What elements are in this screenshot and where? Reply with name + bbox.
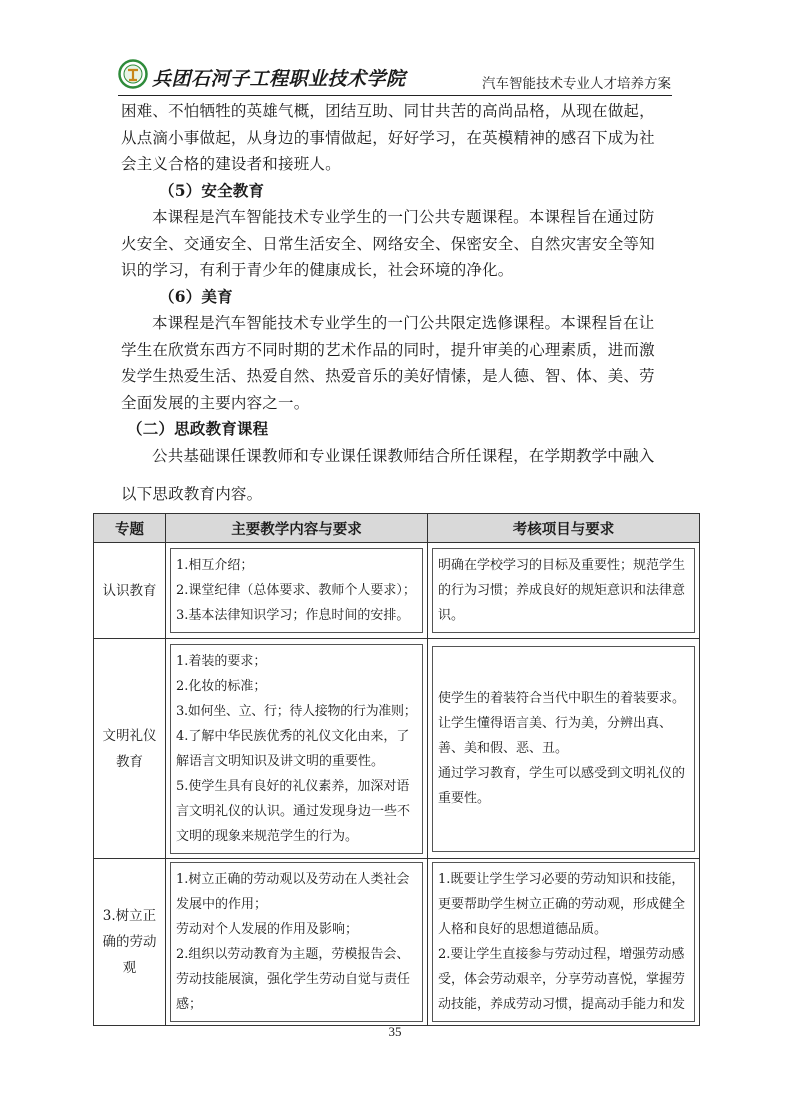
paragraph-line: 公共基础课任课教师和专业课任课教师结合所任课程，在学期教学中融入 [152,446,655,465]
table-row [94,859,700,1026]
paragraph-line: 学生在欣赏东西方不同时期的艺术作品的同时，提升审美的心理素质，进而激 [121,340,655,359]
page-header [118,56,673,94]
assessment-item: 让学生懂得语言美、行为美，分辨出真、善、美和假、恶、丑。 [438,716,673,756]
content-item: 1.相互介绍； [176,558,254,573]
content-cell [166,543,428,639]
school-name: 兵团石河子工程职业技术学院 [152,68,406,90]
content-item: 4.了解中华民族优秀的礼仪文化由来，了解语言文明知识及讲文明的重要性。 [176,728,410,769]
content-cell [166,859,428,1026]
content-item: 2.组织以劳动教育为主题，劳模报告会、劳动技能展演，强化学生劳动自觉与责任感； [176,947,411,1012]
content-item: 2.化妆的标准； [176,678,267,694]
table-header-cell: 考核项目与要求 [428,514,700,543]
assessment-cell [428,859,700,1026]
paragraph-line: 本课程是汽车智能技术专业学生的一门公共限定选修课程。本课程旨在让 [152,314,655,332]
assessment-item: 2.要让学生直接参与劳动过程，增强劳动感受，体会劳动艰辛，分享劳动喜悦，掌握劳动技能，养成劳动习惯，提高动手能力和发 [438,947,686,1012]
assessment-item: 使学生的着装符合当代中职生的着装要求。 [438,691,686,706]
table-header-cell: 主要教学内容与要求 [166,514,428,543]
assessment-item: 1.既要让学生学习必要的劳动知识和技能，更要帮助学生树立正确的劳动观，形成健全人格和良好的思想道德品质。 [438,872,686,937]
topic-cell: 认识教育 [94,543,166,639]
paragraph-line: 识的学习，有利于青少年的健康成长，社会环境的净化。 [121,261,514,279]
topic-cell: 3.树立正确的劳动观 [94,859,166,1026]
content-item: 劳动对个人发展的作用及影响； [176,922,359,937]
paragraph-line: 发学生热爱生活、热爱自然、热爱音乐的美好情愫，是人德、智、体、美、劳 [121,367,655,385]
document-body [121,98,671,508]
content-cell [166,639,428,859]
section-heading-aesthetics: （6）美育 [159,286,233,306]
content-item: 3.基本法律知识学习；作息时间的安排。 [176,608,410,623]
ideology-content-table [93,513,700,1026]
table-header-row [94,514,700,543]
assessment-item: 通过学习教育，学生可以感受到文明礼仪的重要性。 [438,766,686,806]
document-title: 汽车智能技术专业人才培养方案 [482,76,671,92]
paragraph-line: 全面发展的主要内容之一。 [121,393,310,412]
table-row [94,543,700,639]
paragraph-line: 会主义合格的建设者和接班人。 [121,155,341,173]
assessment-cell [428,543,700,639]
content-item: 1.着装的要求； [176,653,267,669]
paragraph-line: 困难、不怕牺牲的英雄气概，团结互助、同甘共苦的高尚品格，从现在做起， [121,102,655,120]
paragraph-line: 火安全、交通安全、日常生活安全、网络安全、保密安全、自然灾害安全等知 [121,234,655,253]
page-number: 35 [388,1024,402,1039]
content-item: 3.如何坐、立、行；待人接物的行为准则； [176,703,417,719]
content-item: 2.课堂纪律（总体要求、教师个人要求）； [176,583,416,598]
paragraph-line: 以下思政教育内容。 [121,485,263,503]
section-heading-safety: （5）安全教育 [159,180,265,200]
table-row [94,639,700,859]
topic-cell: 文明礼仪教育 [94,639,166,859]
content-item: 5.使学生具有良好的礼仪素养，加深对语言文明礼仪的认识。通过发现身边一些不文明的现象来规范学生的行为。 [176,778,411,844]
assessment-item: 明确在学校学习的目标及重要性；规范学生的行为习惯；养成良好的规矩意识和法律意识。 [438,558,686,623]
paragraph-line: 本课程是汽车智能技术专业学生的一门公共专题课程。本课程旨在通过防 [152,208,655,226]
table-header-cell: 专题 [94,514,166,543]
assessment-cell [428,639,700,859]
content-item: 1.树立正确的劳动观以及劳动在人类社会发展中的作用； [176,872,410,912]
header-divider [118,95,672,96]
section-heading-ideology: （二）思政教育课程 [127,419,269,438]
school-logo-icon [118,59,148,89]
paragraph-line: 从点滴小事做起，从身边的事情做起，好好学习，在英模精神的感召下成为社 [121,128,655,147]
